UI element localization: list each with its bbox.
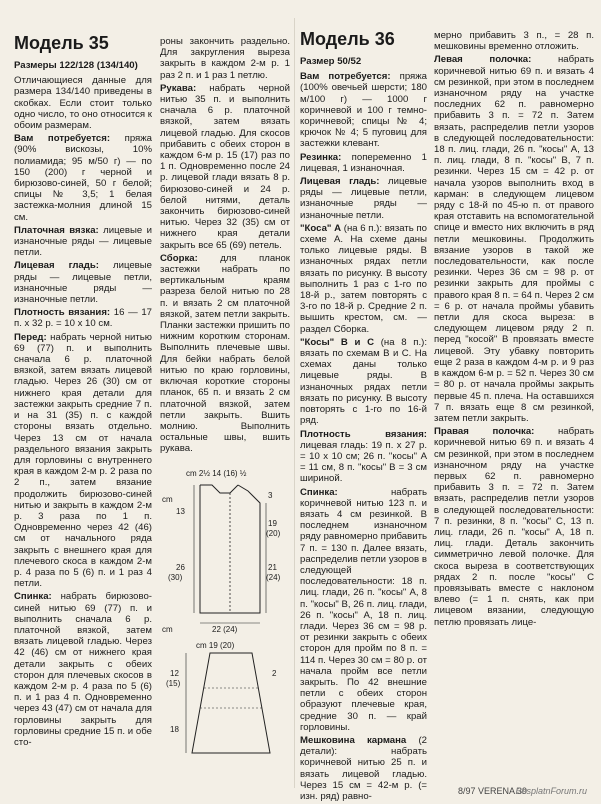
diagram-left-13: 13 (176, 506, 185, 516)
schematic-diagram (160, 463, 290, 763)
model-35-front: Перед: набрать черной нитью 69 (77) п. и выполнить сначала 6 р. платочной вязкой, затем вязать лицевой гладью. Через 26 (30) см от нижнего края детали для застежки закрыть средние 7 п. и на 31 (35) п. с каждой стороны вязать отдельно. Через 13 см от начала раздельного вязания закрыть для горловины с внутреннего края в каждом 2-м р. 2 раза по 2 п., затем вязание продолжить бирюзово-синей нитью и закрыть в каждом 2-м р. 3 раза по 1 п. Одновременно через 42 (46) см от начального ряда закрыть с внешнего края для плечевого скоса в каждом 2-м р. 4 раза по 5 (6) п. и 1 раз 4 петли. (14, 331, 152, 590)
diagram-right-24: (24) (266, 572, 281, 582)
diagram-sleeve-15: (15) (166, 678, 181, 688)
diagram-sleeve-12: 12 (170, 668, 179, 678)
model-35-assembly: Сборка: для планок застежки набрать по вертикальным краям разреза белой нитью по 28 п. и вязать 2 см платочной вязкой, затем петли закрыть. Планки застежки пришить по нижним коротким сторонам. Выполнить плечевые швы. Для бейки набрать белой нитью по краю горловины, включая короткие стороны планок, 65 п. и вязать 2 см платочной вязкой, затем петли закрыть. Вшить молнию. Выполнить остальные швы, вшить рукава. (160, 252, 290, 455)
model-35-materials: Вам потребуется: пряжа (90% вискозы, 10% полиамида; 95 м/50 г) — по 150 (200) г черной и бирюзово-синей, 50 г белой; спицы № 3,5; 1 белая застежка-молния длиной 15 см. (14, 133, 152, 223)
model-36-pocket: Мешковина кармана (2 детали): набрать коричневой нитью 25 п. и вязать лицевой гладью. Через 15 см = 42-м р. (= изн. ряд) равно- (300, 734, 427, 802)
diagram-right-19: 19 (268, 518, 277, 528)
model-36-cable-a: "Коса" A (на 6 п.): вязать по схеме A. На схеме даны только лицевые ряды. В изнаночных рядах петли вязать по рисунку. В высоту выполнить 1 раз с 1-го по 18-й р., затем повторять с 3-го по 18-й р. Средние 2 п. вышить крестом, см. — раздел Сборка. (300, 222, 428, 335)
diagram-left-30: (30) (168, 572, 183, 582)
page-number: 8/97 VERENA 39 (457, 786, 527, 796)
diagram-right-21: 21 (268, 562, 277, 572)
model-36-cables-bc: "Косы" В и С (на 8 п.): вязать по схемам В и С. На схемах даны только лицевые ряды. В изнаночных рядах петли вязать по рисунку. В высоту повторять с 1-го по 16-й ряд. (300, 336, 427, 427)
model-36-back: Спинка: набрать коричневой нитью 123 п. и вязать 4 см резинкой. В последнем изнаночном ряду равномерно прибавить 7 п. = 130 п. Далее вязать, распределив петли узоров в следующей последовательности: 18 п. лиц. глади, 26 п. "косы" А, 8 п. "косы" В, 26 п. лиц. глади, 26 п. "косы" А, 18 п. лиц. глади. Через 36 см = 98 р. от резинки закрыть с обеих сторон для пройм по 8 п. = 114 п. Через 30 см = 80 р. от начала пройм все петли закрыть. По 42 внешние петли с обеих сторон образуют плечевые края, средние 30 п. — край горловины. (300, 486, 427, 733)
watermark: BesplatnForum.ru (515, 786, 587, 796)
diagram-sleeve-right-2: 2 (272, 668, 277, 678)
model-36-right-front: Правая полочка: набрать коричневой нитью 69 п. и вязать 4 см резинкой, при этом в последнем изнаночном ряду на участке первых 62 п. равномерно прибавить 3 п. = 72 п. Затем вязать, распределив петли узоров в следующей последовательности: 7 п. резинки, 8 п. "косы" С, 13 п. лиц. глади, 26 п. "косы" А, 18 п. лиц. глади. Деталь закончить симметрично левой полочке. Для скоса выреза в соответствующих рядах 2 п. после "косы" С провязывать вместе с наклоном влево (= 1 п. снять, как при лицевом вязании, следующую петлю провязать лице- (434, 426, 594, 628)
diagram-right-3: 3 (268, 490, 273, 500)
model-35-density: Плотность вязания: 16 — 17 п. х 32 р. = 10 х 10 см. (14, 307, 152, 330)
model-36-size: Размер 50/52 (300, 56, 362, 67)
column-1 (14, 0, 152, 750)
diagram-right-20: (20) (266, 528, 281, 538)
model-36-materials: Вам потребуется: пряжа (100% овечьей шерсти; 180 м/100 г) — 1000 г коричневой и 100 г темно-коричневой; спицы № 4; крючок № 4; 5 пуговиц для застежки клевант. (300, 71, 427, 150)
model-35-title: Модель 35 (14, 33, 109, 53)
model-36-rib: Резинка: попеременно 1 лицевая, 1 изнаночная. (300, 151, 427, 174)
model-35-neck: роны закончить раздельно. Для закругления выреза закрыть в каждом 2-м р. 1 раз 2 п. и 1 раз 1 петлю. (160, 36, 290, 81)
model-36-title: Модель 36 (300, 29, 395, 49)
diagram-sleeve-18: 18 (170, 724, 179, 734)
column-2 (160, 36, 290, 763)
diagram-left-26: 26 (176, 562, 185, 572)
diagram-sleeve-top: cm 19 (20) (196, 640, 235, 650)
model-35-back: Спинка: набрать бирюзово-синей нитью 69 (77) п. и выполнить сначала 6 р. платочной вязкой, затем вязать лицевой гладью. Через 42 (46) см от нижнего края детали закрыть с обеих сторон для плечевых скосов в каждом 2-м р. 4 раза по 5 (6) п. и 1 раз 4 п. Одновременно через 43 (47) см от начала для горловины закрыть для горловины средние 15 п. и обе сто- (14, 591, 152, 748)
diagram-top-label: cm 2½ 14 (16) ½ (186, 468, 247, 478)
page-footer (14, 784, 587, 796)
diagram-bottom-cm: cm (162, 624, 173, 634)
model-36-pocket-cont: мерно прибавить 3 п., = 28 п. мешковины временно отложить. (434, 30, 594, 53)
model-36-density: Плотность вязания: лицевая гладь: 19 п. х 27 р. = 10 х 10 см; 26 п. "косы" А = 11 см, 8 п. "косы" В = 3 см шириной. (300, 428, 427, 485)
model-35-plain: Платочная вязка: лицевые и изнаночные ряды — лицевые петли. (14, 224, 152, 259)
diagram-bottom-width: 22 (24) (212, 624, 238, 634)
model-36-stock: Лицевая гладь: лицевые ряды — лицевые петли, изнаночные ряды — изнаночные петли. (300, 176, 427, 221)
model-36-left-front: Левая полочка: набрать коричневой нитью 69 п. и вязать 4 см резинкой, при этом в последнем изнаночном ряду на участке последних 62 п. равномерно прибавить 3 п. = 72 п. Затем вязать, распределив петли узоров в следующей последовательности: 18 п. лиц. глади, 26 п. "косы" А, 13 п. лиц. глади, 8 п. "косы" В, 7 п. резинки. Через 15 см = 42 р. от начала узоров выполнить вход в карман: в следующем лицевом ряду с 18-й по 45-ю п. от правого края отставить на вспомогательной спице и вместо них включить в ряд петли мешковины. Продолжить вязание узоров в такой же последовательности, как после резинки. Через 36 см = 98 р. от резинки закрыть для проймы с правого края 8 п. = 64 п. Через 2 см = 6 р. от начала проймы убавить петли для скоса выреза: в следующем лицевом ряду 2 п. перед "косой" В провязать вместе лицевой. Эту убавку повторить еще 2 раза в каждом 4-м р. и 9 раз в каждом 6-м р. = 52 п. Через 30 см = 80 р. от начала проймы закрыть первые 45 п. плеча. На оставшихся 7 п. вязать еще 8 см резинкой, затем петли закрыть. (434, 54, 594, 424)
model-35-intro: Отличающиеся данные для размера 134/140 приведены в скобках. Если стоит только одно число, то оно относится к обоим размерам. (14, 75, 152, 132)
model-35-stock: Лицевая гладь: лицевые ряды — лицевые петли, изнаночные ряды — изнаночные петли. (14, 260, 152, 306)
model-35-sleeves: Рукава: набрать черной нитью 35 п. и выполнить сначала 6 р. платочной вязкой, затем вязать лицевой гладью. Для скосов прибавить с обеих сторон в каждом 6-м р. 15 (17) раз по 1 п. Одновременно после 24 р. лицевой глади вязать 8 р. бирюзово-синей и 24 р. белой нитями, деталь закончить бирюзово-синей нитью. Через 32 (35) см от нижнего края детали закрыть все 65 (69) петель. (160, 82, 290, 251)
diagram-left-cm: cm (162, 494, 173, 504)
model-35-size: Размеры 122/128 (134/140) (14, 60, 138, 71)
column-divider (294, 18, 295, 788)
column-4 (434, 30, 594, 630)
column-3 (300, 0, 427, 804)
